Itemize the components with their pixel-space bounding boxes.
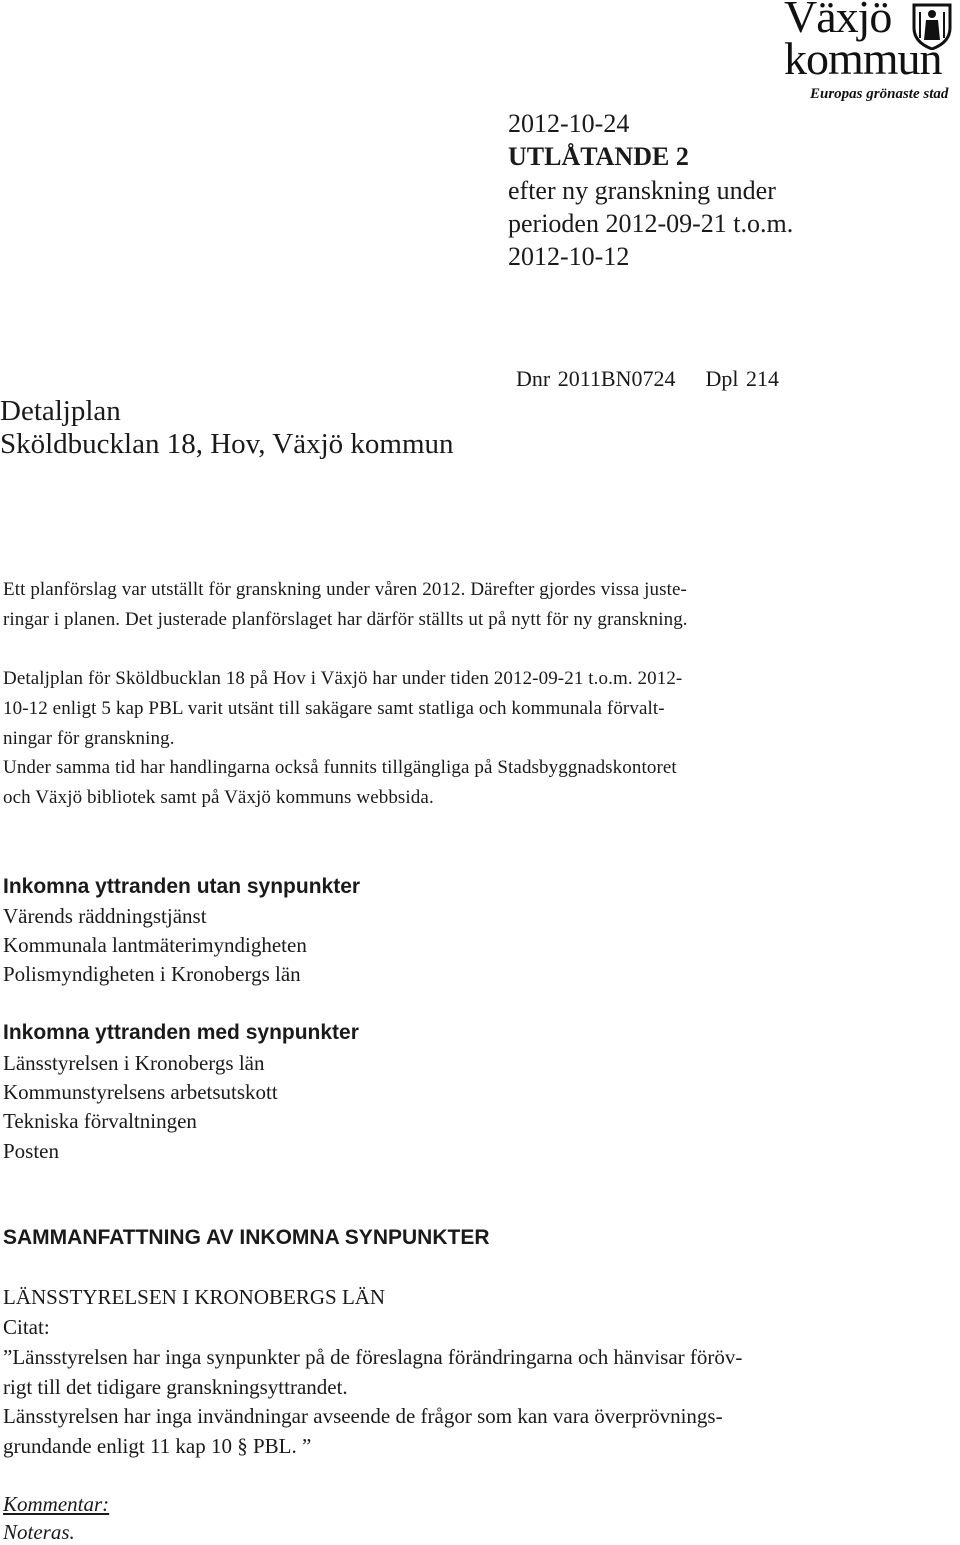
quote-line4: grundande enligt 11 kap 10 § PBL. ” [3, 1434, 312, 1458]
reference-numbers [516, 366, 779, 392]
summary-organisation: LÄNSSTYRELSEN I KRONOBERGS LÄN [3, 1285, 386, 1309]
intro-p2-line2: 10-12 enligt 5 kap PBL varit utsänt till sakägare samt statliga och kommunala förvalt- [3, 698, 665, 719]
document-date: 2012-10-24 [508, 109, 630, 138]
header-line-5: 2012-10-12 [508, 242, 630, 271]
document-type: UTLÅTANDE 2 [508, 142, 689, 171]
intro-p2-line1: Detaljplan för Sköldbucklan 18 på Hov i Växjö har under tiden 2012-09-21 t.o.m. 2012- [3, 668, 683, 689]
plan-title-line1: Detaljplan [0, 395, 121, 427]
comment-text: Noteras. [3, 1520, 75, 1544]
quote-line3: Länsstyrelsen har inga invändningar avseende de frågor som kan vara överprövnings- [3, 1404, 723, 1428]
header-line-4: perioden 2012-09-21 t.o.m. [508, 209, 794, 238]
list-item: Kommunala lantmäterimyndigheten [3, 933, 307, 957]
citat-label: Citat: [3, 1315, 50, 1339]
logo-name-line2: kommun [784, 33, 942, 84]
intro-p1-line2: ringar i planen. Det justerade planförslaget har därför ställts ut på nytt för ny granskning. [3, 609, 688, 630]
quote-line2: rigt till det tidigare granskningsyttrandet. [3, 1375, 348, 1399]
dpl-number: Dpl 214 [705, 366, 779, 391]
list-item: Tekniska förvaltningen [3, 1109, 197, 1133]
intro-p2-line3: ningar för granskning. [3, 728, 175, 749]
intro-p2-line5: och Växjö bibliotek samt på Växjö kommuns webbsida. [3, 787, 434, 808]
header-line-3: efter ny granskning under [508, 176, 776, 205]
heading-with-comments: Inkomna yttranden med synpunkter [3, 1021, 359, 1044]
summary-heading: SAMMANFATTNING AV INKOMNA SYNPUNKTER [3, 1226, 490, 1249]
plan-title-line2: Sköldbucklan 18, Hov, Växjö kommun [0, 428, 454, 460]
heading-without-comments: Inkomna yttranden utan synpunkter [3, 875, 361, 898]
comment-label: Kommentar: [3, 1492, 110, 1516]
list-item: Kommunstyrelsens arbetsutskott [3, 1080, 278, 1104]
vaxjo-kommun-logo [782, 0, 960, 110]
list-item: Värends räddningstjänst [3, 904, 207, 928]
list-item: Länsstyrelsen i Kronobergs län [3, 1051, 265, 1075]
dnr-number: Dnr 2011BN0724 [516, 366, 676, 391]
intro-p1-line1: Ett planförslag var utställt för granskning under våren 2012. Därefter gjordes vissa juste- [3, 579, 687, 600]
intro-p2-line4: Under samma tid har handlingarna också funnits tillgängliga på Stadsbyggnadskontoret [3, 757, 677, 778]
list-item: Posten [3, 1139, 60, 1163]
list-item: Polismyndigheten i Kronobergs län [3, 962, 301, 986]
quote-line1: ”Länsstyrelsen har inga synpunkter på de föreslagna förändringarna och hänvisar föröv- [3, 1345, 743, 1369]
logo-name-line1: Växjö [784, 0, 892, 42]
logo-tagline: Europas grönaste stad [810, 86, 949, 102]
